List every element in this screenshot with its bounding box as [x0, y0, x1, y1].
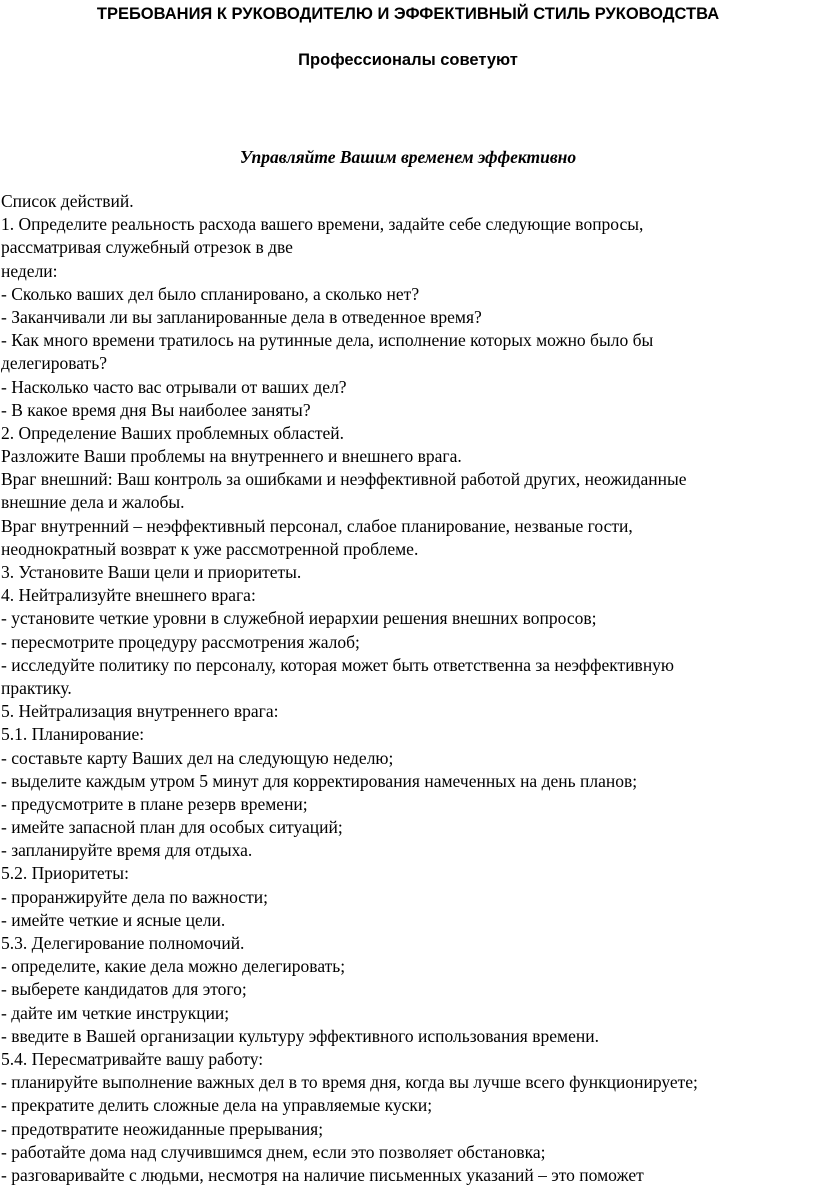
text-line: рассматривая служебный отрезок в две [1, 237, 293, 258]
text-line: 1. Определите реальность расхода вашего времени, задайте себе следующие вопросы, [1, 214, 644, 235]
document-body [1, 190, 813, 1187]
text-line: внешние дела и жалобы. [1, 492, 185, 513]
text-line: - установите четкие уровни в служебной иерархии решения внешних вопросов; [1, 608, 597, 629]
text-line: - исследуйте политику по персоналу, которая может быть ответственна за неэффективную [1, 654, 675, 675]
text-line: - предусмотрите в плане резерв времени; [1, 793, 308, 814]
text-line: - Насколько часто вас отрывали от ваших дел? [1, 376, 347, 397]
text-line: - имейте четкие и ясные цели. [1, 909, 226, 930]
text-line: Список действий. [1, 191, 134, 211]
text-line: - Как много времени тратилось на рутинные дела, исполнение которых можно было бы [1, 330, 654, 351]
text-line: - прекратите делить сложные дела на управляемые куски; [1, 1095, 433, 1116]
text-line: неоднократный возврат к уже рассмотренной проблеме. [1, 538, 419, 559]
text-line: недели: [1, 260, 58, 281]
text-line: 5.4. Пересматривайте вашу работу: [1, 1048, 264, 1069]
text-line: - выберете кандидатов для этого; [1, 979, 247, 1000]
text-line: практику. [1, 677, 72, 698]
text-line: - проранжируйте дела по важности; [1, 886, 268, 907]
text-line: - предотвратите неожиданные прерывания; [1, 1118, 324, 1139]
text-line: - определите, какие дела можно делегировать; [1, 956, 346, 977]
section-heading: Управляйте Вашим временем эффективно [239, 147, 577, 167]
text-line: Враг внутренний – неэффективный персонал, слабое планирование, незваные гости, [1, 515, 633, 536]
text-line: - В какое время дня Вы наиболее заняты? [1, 399, 311, 420]
text-line: 5.3. Делегирование полномочий. [1, 933, 245, 953]
text-line: 5. Нейтрализация внутреннего врага: [1, 701, 279, 722]
text-line: - выделите каждым утром 5 минут для корректирования намеченных на день планов; [1, 770, 638, 791]
text-line: Разложите Ваши проблемы на внутреннего и внешнего врага. [1, 446, 462, 467]
text-line: - Сколько ваших дел было спланировано, а сколько нет? [1, 283, 420, 304]
document-title: ТРЕБОВАНИЯ К РУКОВОДИТЕЛЮ И ЭФФЕКТИВНЫЙ СТИЛЬ РУКОВОДСТВА [96, 5, 720, 23]
text-line: Враг внешний: Ваш контроль за ошибками и неэффективной работой других, неожиданные [1, 469, 687, 490]
text-line: - запланируйте время для отдыха. [1, 840, 253, 861]
text-line: - дайте им четкие инструкции; [1, 1002, 230, 1023]
text-line: - составьте карту Ваших дел на следующую неделю; [1, 747, 394, 768]
text-line: - Заканчивали ли вы запланированные дела в отведенное время? [1, 306, 482, 327]
text-line: делегировать? [1, 353, 107, 374]
text-line: - введите в Вашей организации культуру эффективного использования времени. [1, 1025, 599, 1046]
text-line: 2. Определение Ваших проблемных областей. [1, 422, 345, 443]
text-line: - пересмотрите процедуру рассмотрения жалоб; [1, 631, 360, 652]
document-subtitle: Профессионалы советуют [298, 51, 518, 69]
text-line: 5.2. Приоритеты: [1, 863, 129, 884]
text-line: 5.1. Планирование: [1, 724, 145, 745]
text-line: 3. Установите Ваши цели и приоритеты. [1, 562, 302, 582]
text-line: - имейте запасной план для особых ситуаций; [1, 817, 343, 838]
text-line: 4. Нейтрализуйте внешнего врага: [1, 585, 256, 606]
text-line: - планируйте выполнение важных дел в то время дня, когда вы лучше всего функционируете; [1, 1072, 698, 1093]
text-line: - работайте дома над случившимся днем, если это позволяет обстановка; [1, 1141, 546, 1162]
text-line: - разговаривайте с людьми, несмотря на наличие письменных указаний – это поможет [1, 1164, 644, 1185]
